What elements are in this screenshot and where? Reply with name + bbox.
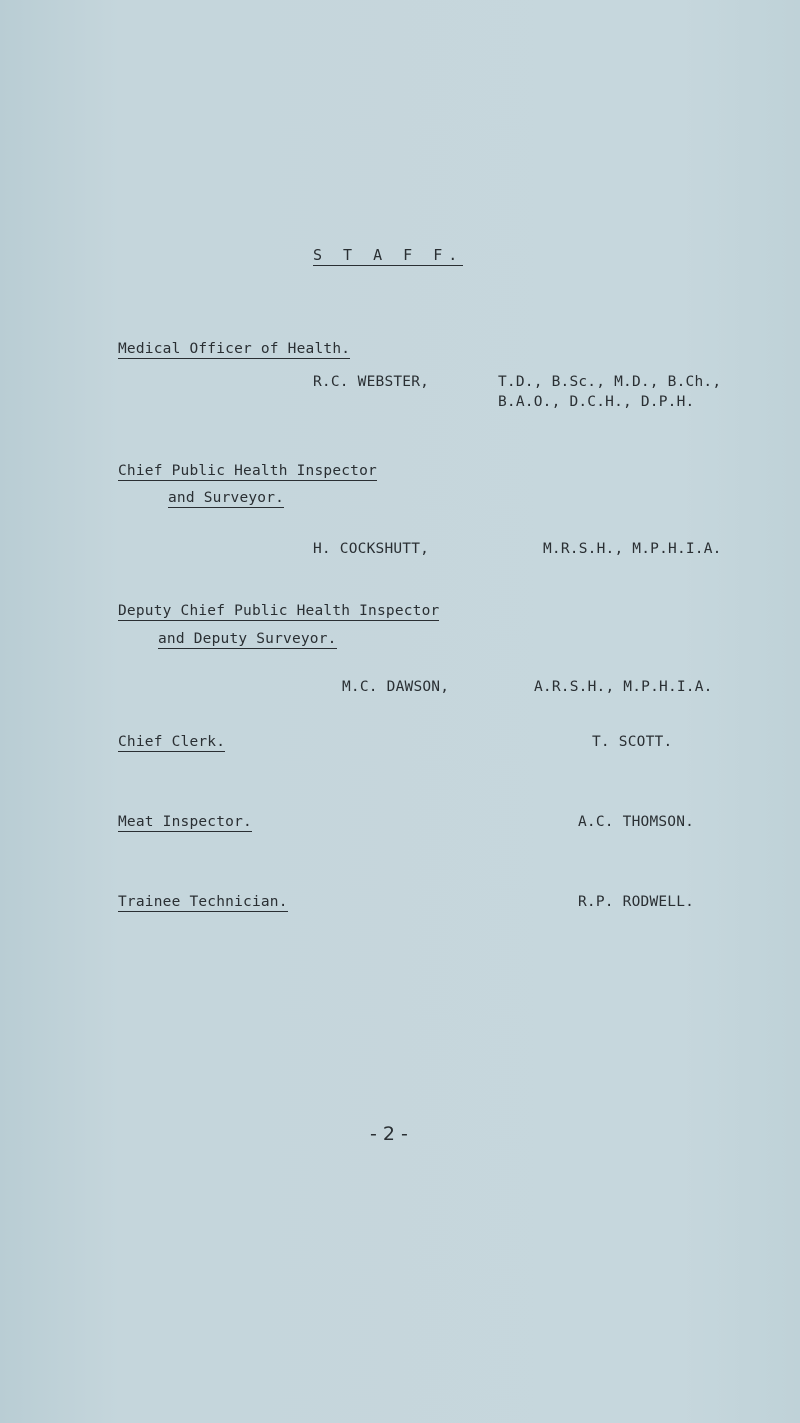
name-dawson: M.C. DAWSON, [342,679,450,695]
page-number: - 2 - [370,1123,408,1145]
name-webster: R.C. WEBSTER, [313,374,430,390]
role-chief-phi-line2: and Surveyor. [168,490,285,506]
role-deputy-chief-phi-line2: and Deputy Surveyor. [158,631,337,647]
page-title: S T A F F. [313,246,464,264]
name-thomson: A.C. THOMSON. [578,814,695,830]
qualifications-webster-line2: B.A.O., D.C.H., D.P.H. [498,394,695,410]
role-trainee-technician: Trainee Technician. [118,894,288,910]
name-rodwell: R.P. RODWELL. [578,894,695,910]
name-scott: T. SCOTT. [592,734,673,750]
role-chief-clerk: Chief Clerk. [118,734,226,750]
role-medical-officer: Medical Officer of Health. [118,341,351,357]
role-meat-inspector: Meat Inspector. [118,814,252,830]
qualifications-cockshutt: M.R.S.H., M.P.H.I.A. [543,541,722,557]
qualifications-webster-line1: T.D., B.Sc., M.D., B.Ch., [498,374,722,390]
qualifications-dawson: A.R.S.H., M.P.H.I.A. [534,679,713,695]
role-deputy-chief-phi-line1: Deputy Chief Public Health Inspector [118,603,440,619]
role-chief-phi-line1: Chief Public Health Inspector [118,463,377,479]
name-cockshutt: H. COCKSHUTT, [313,541,430,557]
